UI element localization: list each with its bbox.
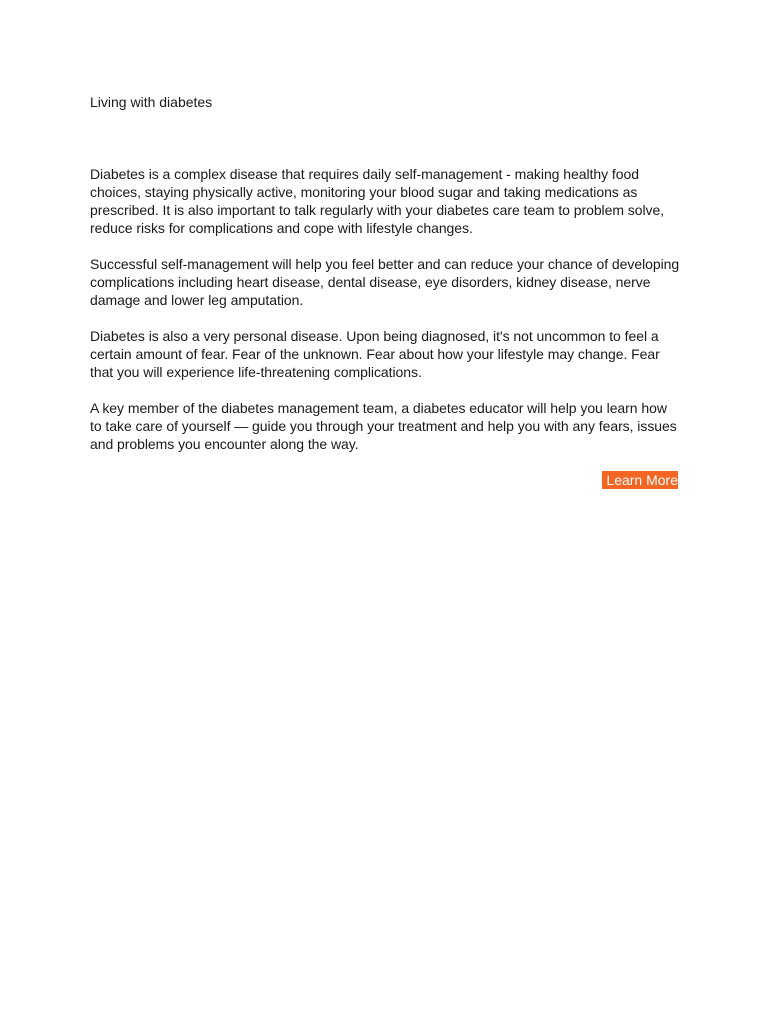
learn-more-button[interactable]: Learn More — [602, 471, 678, 489]
paragraph-self-management: Successful self-management will help you feel better and can reduce your chance of developing complications including heart disease, dental disease, eye disorders, kidney disease, nerve damage and lower leg amputation. — [90, 256, 680, 308]
paragraph-intro: Diabetes is a complex disease that requires daily self-management - making healthy food choices, staying physically active, monitoring your blood sugar and taking medications as prescribed. It is also important to talk regularly with your diabetes care team to problem solve, reduce risks for complications and cope with lifestyle changes. — [90, 166, 665, 236]
page-title: Living with diabetes — [90, 94, 213, 110]
paragraph-personal-disease: Diabetes is also a very personal disease. Upon being diagnosed, it's not uncommon to feel a certain amount of fear. Fear of the unknown. Fear about how your lifestyle may change. Fear that you will experience life-threatening complications. — [90, 328, 660, 380]
paragraph-educator: A key member of the diabetes management team, a diabetes educator will help you learn how to take care of yourself — guide you through your treatment and help you with any fears, issues and problems you encounter along the way. — [90, 400, 677, 452]
document-page — [90, 93, 682, 489]
actions-row — [90, 471, 682, 489]
